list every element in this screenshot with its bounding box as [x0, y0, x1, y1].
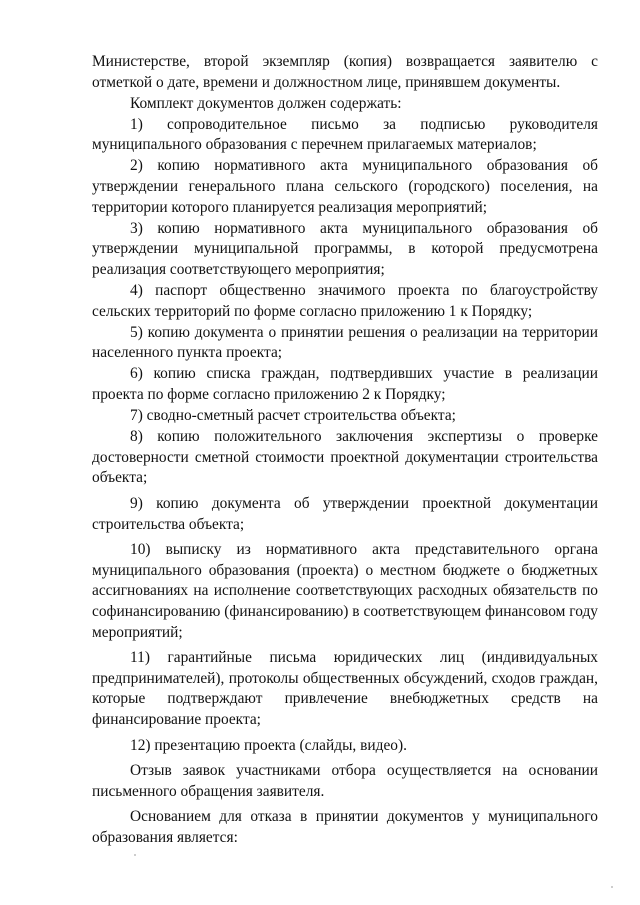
paragraph-refusal: Основанием для отказа в принятии документов у муниципального образования является: — [92, 808, 598, 846]
paragraph-intro: Комплект документов должен содержать: — [130, 94, 402, 112]
paragraph-continuation: Министерстве, второй экземпляр (копия) возвращается заявителю с отметкой о дате, времени и должностном лице, принявшем документы. — [92, 53, 598, 91]
list-item-3: 3) копию нормативного акта муниципального образования об утверждении муниципальной программы, в которой предусмотрена реализация соответствующего мероприятия; — [92, 219, 598, 278]
list-item-8: 8) копию положительного заключения экспертизы о проверке достоверности сметной стоимости проектной документации строительства объекта; — [92, 428, 598, 487]
list-item-11: 11) гарантийные письма юридических лиц (индивидуальных предпринимателей), протоколы общественных обсуждений, сходов граждан, которые подтверждают привлечение внебюджетных средств на финансирование проекта; — [92, 649, 598, 728]
list-item-2: 2) копию нормативного акта муниципального образования об утверждении генерального плана сельского (городского) поселения, на территории которого планируется реализация мероприятий; — [92, 157, 598, 216]
list-item-5: 5) копию документа о принятии решения о реализации на территории населенного пункта проекта; — [92, 323, 598, 362]
paragraph-withdrawal: Отзыв заявок участниками отбора осуществляется на основании письменного обращения заявителя. — [92, 762, 598, 800]
list-item-1: 1) сопроводительное письмо за подписью руководителя муниципального образования с перечнем прилагаемых материалов; — [92, 115, 598, 154]
scan-speck — [134, 854, 136, 856]
list-item-7: 7) сводно-сметный расчет строительства объекта; — [130, 407, 456, 425]
list-item-4: 4) паспорт общественно значимого проекта по благоустройству сельских территорий по форме согласно приложению 1 к Порядку; — [92, 282, 598, 320]
document-body — [92, 52, 598, 848]
list-item-12: 12) презентацию проекта (слайды, видео). — [130, 736, 407, 754]
list-item-6: 6) копию списка граждан, подтвердивших участие в реализации проекта по форме согласно приложению 2 к Порядку; — [92, 365, 598, 403]
scan-speck — [611, 886, 613, 888]
list-item-9: 9) копию документа об утверждении проектной документации строительства объекта; — [92, 494, 598, 533]
list-item-10: 10) выписку из нормативного акта представительного органа муниципального образования (проекта) о местном бюджете о бюджетных ассигнованиях на исполнение соответствующих расходных обязательств по софинансированию (финансированию) в соответствующем финансовом году мероприятий; — [92, 541, 598, 641]
